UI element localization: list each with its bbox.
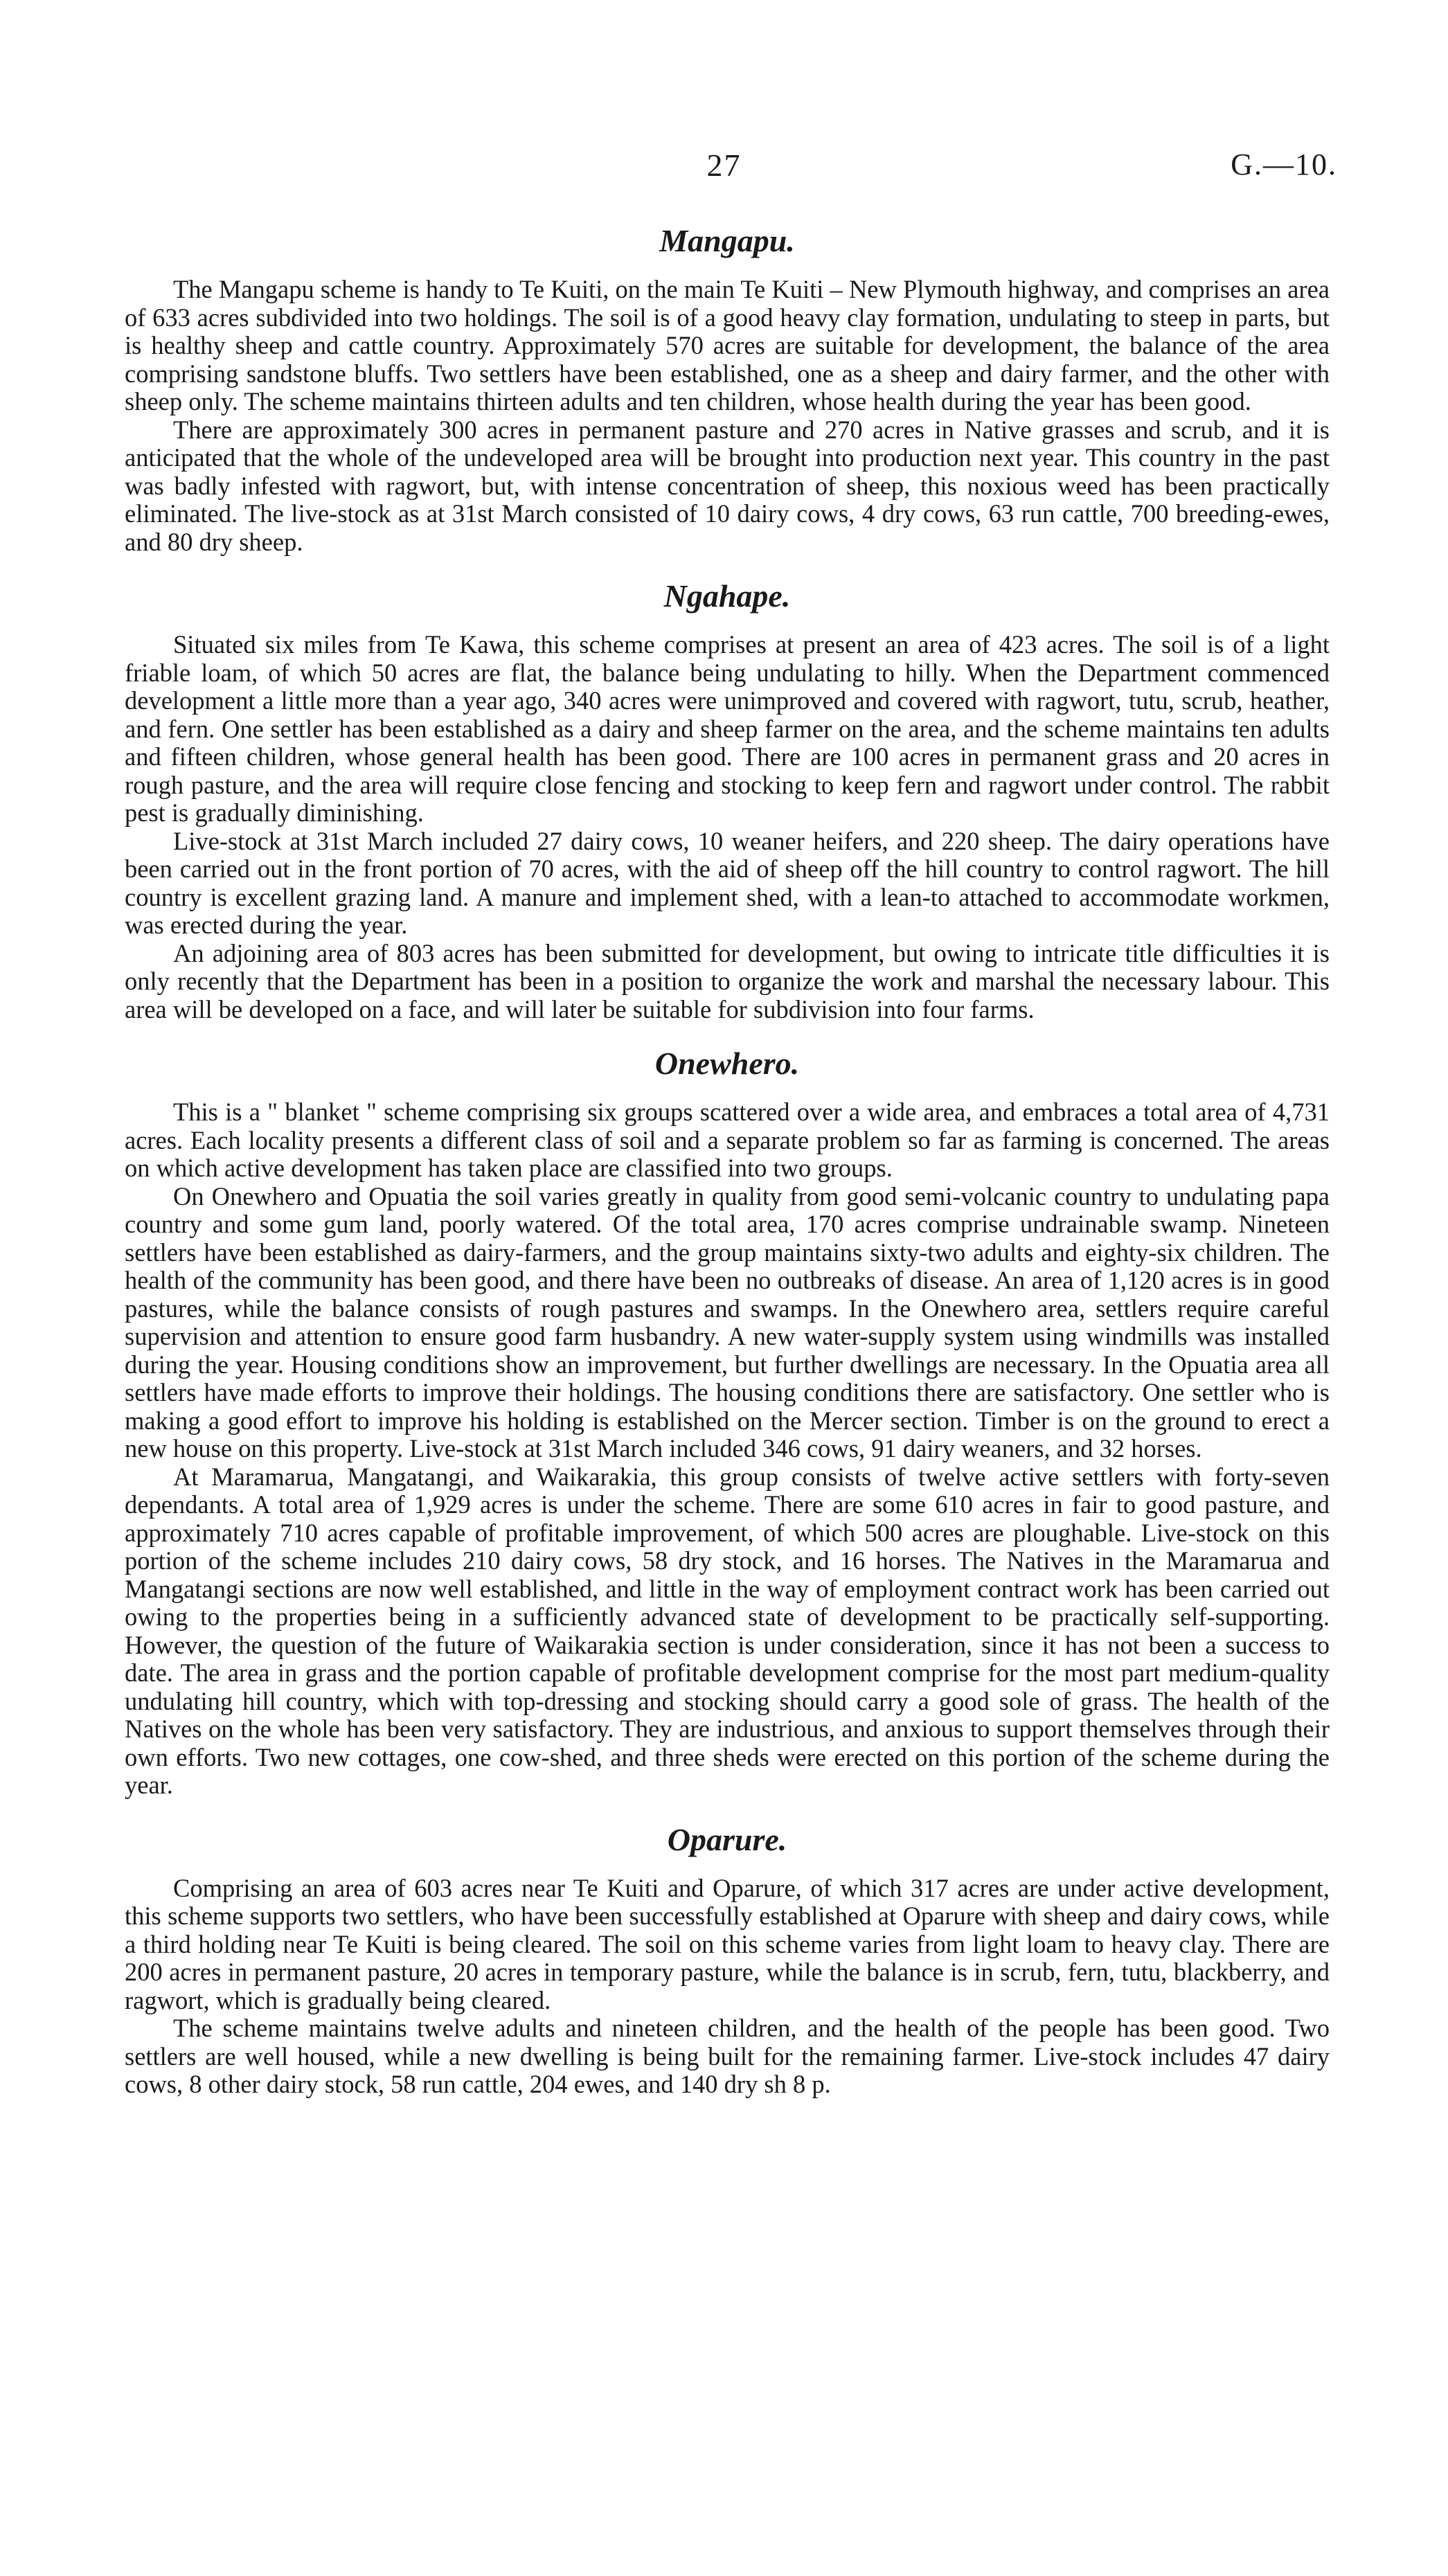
- section-title: Oparure.: [667, 1821, 787, 1857]
- section-title: Onewhero.: [654, 1046, 800, 1081]
- section-oparure: [125, 1821, 1330, 2099]
- page-number: 27: [706, 147, 742, 183]
- paragraph: At Maramarua, Mangatangi, and Waikarakia, this group consists of twelve active settlers with forty-seven dependants. A total area of 1,929 acres is under the scheme. There are some 610 acres in fair to good pasture, and approximately 710 acres capable of profitable improvement, of which 500 acres are ploughable. Live-stock on this portion of the scheme includes 210 dairy cows, 58 dry stock, and 16 horses. The Natives in the Maramarua and Mangatangi sections are now well established, and little in the way of employment contract work has been carried out owing to the properties being in a sufficiently advanced state of development to be practically self-supporting. However, the question of the future of Waikarakia section is under consideration, since it has not been a success to date. The area in grass and the portion capable of profitable development comprise for the most part medium-quality undulating hill country, which with top-dressing and stocking should carry a good sole of grass. The health of the Natives on the whole has been very satisfactory. They are industrious, and anxious to support themselves through their own efforts. Two new cottages, one cow-shed, and three sheds were erected on this portion of the scheme during the year.: [125, 1462, 1330, 1799]
- paragraph: Live-stock at 31st March included 27 dairy cows, 10 weaner heifers, and 220 sheep. The dairy operations have been carried out in the front portion of 70 acres, with the aid of sheep off the hill country to control ragwort. The hill country is excellent grazing land. A manure and implement shed, with a lean-to attached to accommodate workmen, was erected during the year.: [125, 826, 1330, 939]
- section-title: Mangapu.: [659, 223, 795, 258]
- paragraph: The Mangapu scheme is handy to Te Kuiti, on the main Te Kuiti – New Plymouth highway, and comprises an area of 633 acres subdivided into two holdings. The soil is of a good heavy clay formation, undulating to steep in parts, but is healthy sheep and cattle country. Approximately 570 acres are suitable for development, the balance of the area comprising sandstone bluffs. Two settlers have been established, one as a sheep and dairy farmer, and the other with sheep only. The scheme maintains thirteen adults and ten children, whose health during the year has been good.: [125, 275, 1330, 415]
- paragraph: The scheme maintains twelve adults and nineteen children, and the health of the people has been good. Two settlers are well housed, while a new dwelling is being built for the remaining farmer. Live-stock includes 47 dairy cows, 8 other dairy stock, 58 run cattle, 204 ewes, and 140 dry sh 8 p.: [125, 2014, 1330, 2098]
- paragraph: There are approximately 300 acres in permanent pasture and 270 acres in Native grasses and scrub, and it is anticipated that the whole of the undeveloped area will be brought into production next year. This country in the past was badly infested with ragwort, but, with intense concentration of sheep, this noxious weed has been practically eliminated. The live-stock as at 31st March consisted of 10 dairy cows, 4 dry cows, 63 run cattle, 700 breeding-ewes, and 80 dry sheep.: [125, 415, 1330, 556]
- document-reference: G.—10.: [1231, 147, 1337, 181]
- paragraph: Situated six miles from Te Kawa, this scheme comprises at present an area of 423 acres. The soil is of a light friable loam, of which 50 acres are flat, the balance being undulating to hilly. When the Department commenced development a little more than a year ago, 340 acres were unimproved and covered with ragwort, tutu, scrub, heather, and fern. One settler has been established as a dairy and sheep farmer on the area, and the scheme maintains ten adults and fifteen children, whose general health has been good. There are 100 acres in permanent grass and 20 acres in rough pasture, and the area will require close fencing and stocking to keep fern and ragwort under control. The rabbit pest is gradually diminishing.: [125, 630, 1330, 827]
- section-onewhero: [125, 1044, 1330, 1800]
- paragraph: Comprising an area of 603 acres near Te Kuiti and Oparure, of which 317 acres are under active development, this scheme supports two settlers, who have been successfully established at Oparure with sheep and dairy cows, while a third holding near Te Kuiti is being cleared. The soil on this scheme varies from light loam to heavy clay. There are 200 acres in permanent pasture, 20 acres in temporary pasture, while the balance is in scrub, fern, tutu, blackberry, and ragwort, which is gradually being cleared.: [125, 1873, 1330, 2014]
- paragraph: An adjoining area of 803 acres has been submitted for development, but owing to intricate title difficulties it is only recently that the Department has been in a position to organize the work and marshal the necessary labour. This area will be developed on a face, and will later be suitable for subdivision into four farms.: [125, 938, 1330, 1023]
- section-title: Ngahape.: [663, 578, 791, 614]
- section-mangapu: [125, 222, 1330, 556]
- paragraph: On Onewhero and Opuatia the soil varies greatly in quality from good semi-volcanic country to undulating papa country and some gum land, poorly watered. Of the total area, 170 acres comprise undrainable swamp. Nineteen settlers have been established as dairy-farmers, and the group maintains sixty-two adults and eighty-six children. The health of the community has been good, and there have been no outbreaks of disease. An area of 1,120 acres is in good pastures, while the balance consists of rough pastures and swamps. In the Onewhero area, settlers require careful supervision and attention to ensure good farm husbandry. A new water-supply system using windmills was installed during the year. Housing conditions show an improvement, but further dwellings are necessary. In the Opuatia area all settlers have made efforts to improve their holdings. The housing conditions there are satisfactory. One settler who is making a good effort to improve his holding is established on the Mercer section. Timber is on the ground to erect a new house on this property. Live-stock at 31st March included 346 cows, 91 dairy weaners, and 32 horses.: [125, 1181, 1330, 1463]
- paragraph: This is a " blanket " scheme comprising six groups scattered over a wide area, and embraces a total area of 4,731 acres. Each locality presents a different class of soil and a separate problem so far as farming is concerned. The areas on which active development has taken place are classified into two groups.: [125, 1098, 1330, 1182]
- section-ngahape: [125, 577, 1330, 1023]
- page-body: [125, 222, 1330, 2099]
